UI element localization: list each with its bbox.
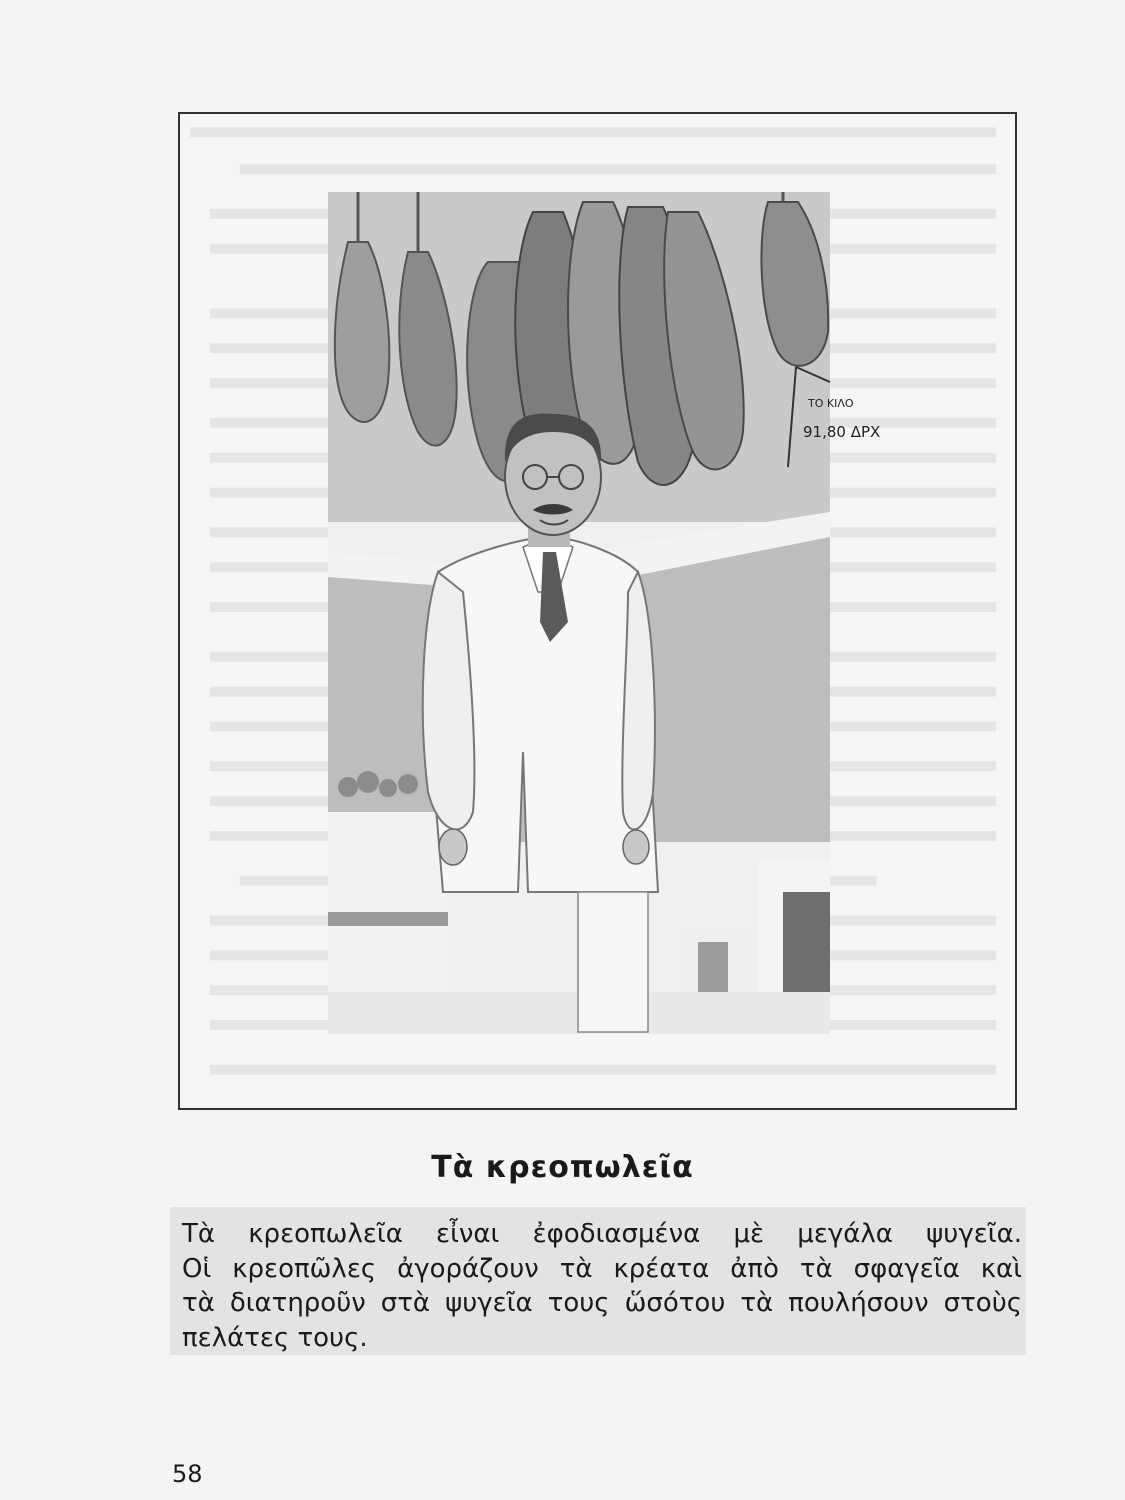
paragraph-line: Οἱ κρεοπῶλες ἀγοράζουν τὰ κρέατα ἀπὸ τὰ σφαγεῖα καὶ xyxy=(182,1253,1022,1284)
butcher-painting xyxy=(328,192,881,1034)
price-sign-line2: 91,80 ΔΡΧ xyxy=(803,423,881,441)
body-paragraph xyxy=(170,1207,1026,1355)
section-title: Τὰ κρεοπωλεῖα xyxy=(431,1150,694,1185)
price-sign-line1: ΤΟ ΚΙΛΟ xyxy=(808,397,854,410)
paragraph-line: πελάτες τους. xyxy=(182,1322,368,1353)
page-number: 58 xyxy=(172,1460,203,1488)
paragraph-line: τὰ διατηροῦν στὰ ψυγεῖα τους ὥσότου τὰ πουλήσουν στοὺς xyxy=(182,1288,1022,1318)
paragraph-line: Τὰ κρεοπωλεῖα εἶναι ἐφοδιασμένα μὲ μεγάλα ψυγεῖα. xyxy=(182,1219,1022,1249)
illustration-frame xyxy=(178,112,1017,1110)
